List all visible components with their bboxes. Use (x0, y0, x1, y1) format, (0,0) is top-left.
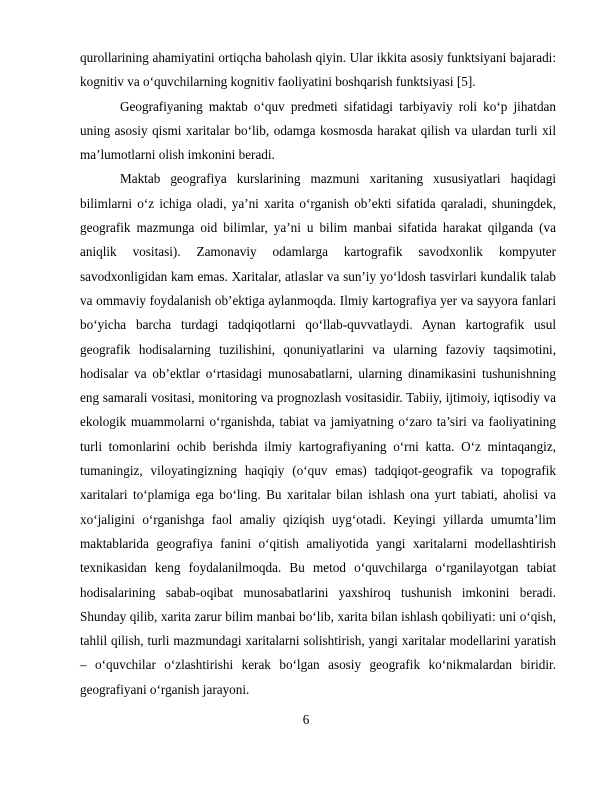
page-number: 6 (302, 712, 310, 727)
paragraph-school-geography: Maktab geografiya kurslarining mazmuni xaritaning xususiyatlari haqidagi bilimlarni o‘z ichiga oladi, ya’ni xarita o‘rganish ob’ekti sifatida qaraladi, shuningdek, geografik mazmunga oid bilimlar, ya’ni u bilim manbai sifatida harakat qilganda (va aniqlik vositasi). Zamonaviy odamlarga kartografik savodxonlik kompyuter savodxonligidan kam emas. Xaritalar, atlaslar va sun’iy yo‘ldosh tasvirlari kundalik talab va ommaviy foydalanish ob’ektiga aylanmoqda. Ilmiy kartografiya yer va sayyora fanlari bo‘yicha barcha turdagi tadqiqotlarni qo‘llab-quvvatlaydi. Aynan kartografik usul geografik hodisalarning tuzilishini, qonuniyatlarini va ularning fazoviy taqsimotini, hodisalar va ob’ektlar o‘rtasidagi munosabatlarni, ularning dinamikasini tushunishning eng samarali vositasi, monitoring va prognozlash vositasidir. Tabiiy, ijtimoiy, iqtisodiy va ekologik muammolarni o‘rganishda, tabiat va jamiyatning o‘zaro ta’siri va faoliyatining turli tomonlarini ochib berishda ilmiy kartografiyaning o‘rni katta. O‘z mintaqangiz, tumaningiz, viloyatingizning haqiqiy (o‘quv emas) tadqiqot-geografik va topografik xaritalari to‘plamiga ega bo‘ling. Bu xaritalar bilan ishlash ona yurt tabiati, aholisi va xo‘jaligini o‘rganishga faol amaliy qiziqish uyg‘otadi. Keyingi yillarda umumta’lim maktablarida geografiya fanini o‘qitish amaliyotida yangi xaritalarni modellashtirish texnikasidan keng foydalanilmoqda. Bu metod o‘quvchilarga o‘rganilayotgan tabiat hodisalarining sabab-oqibat munosabatlarini yaxshiroq tushunish imkonini beradi. Shunday qilib, xarita zarur bilim manbai bo‘lib, xarita bilan ishlash qobiliyati: uni o‘qish, tahlil qilish, turli mazmundagi xaritalarni solishtirish, yangi xaritalar modellarini yaratish – o‘quvchilar o‘zlashtirishi kerak bo‘lgan asosiy geografik ko‘nikmalardan biridir. geografiyani o‘rganish jarayoni. (80, 171, 556, 697)
document-body (80, 46, 556, 702)
paragraph-educational-role: Geografiyaning maktab o‘quv predmeti sifatidagi tarbiyaviy roli ko‘p jihatdan uning asosiy qismi xaritalar bo‘lib, odamga kosmosda harakat qilish va ulardan turli xil ma’lumotlarni olish imkonini beradi. (80, 98, 556, 163)
paragraph-continuation: qurollarining ahamiyatini ortiqcha baholash qiyin. Ular ikkita asosiy funktsiyani bajaradi: kognitiv va o‘quvchilarning kognitiv faoliyatini boshqarish funktsiyasi [5]. (80, 50, 556, 90)
